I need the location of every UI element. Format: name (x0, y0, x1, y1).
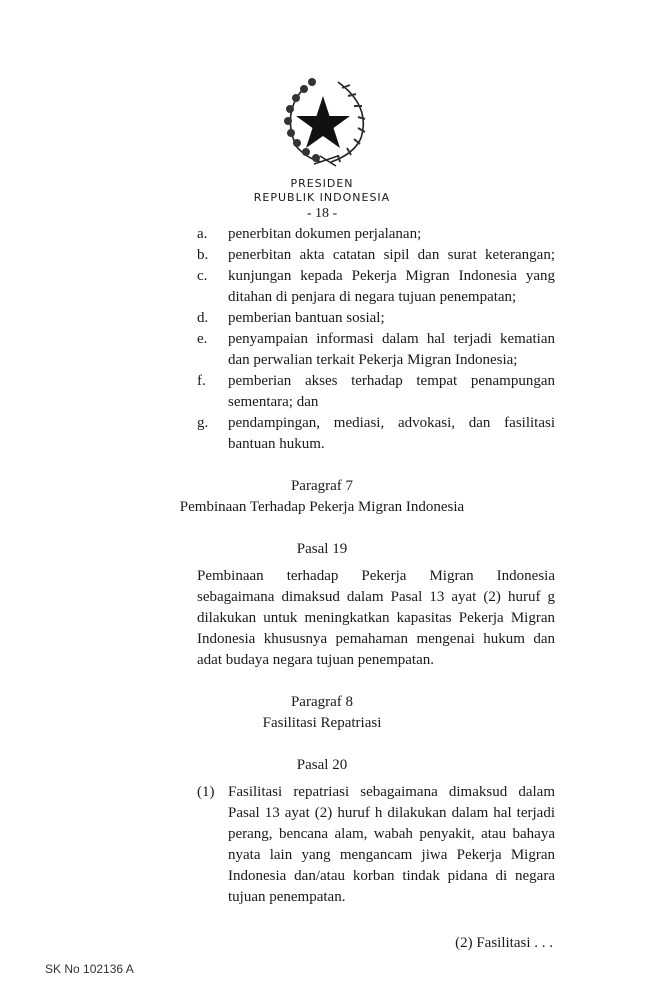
list-label: f. (197, 373, 206, 389)
presidential-emblem-icon (276, 76, 376, 168)
list-label: c. (197, 268, 208, 284)
pasal-19-line: adat budaya negara tujuan penempatan. (197, 652, 434, 668)
pasal-20-title: Pasal 20 (296, 757, 348, 773)
list-text: ditahan di penjara di negara tujuan penempatan; (228, 289, 517, 305)
list-text: kunjungan kepada Pekerja Migran Indonesia yang (228, 268, 555, 284)
paragraf-7-heading: Pembinaan Terhadap Pekerja Migran Indonesia (179, 499, 465, 515)
paragraf-7-title: Paragraf 7 (290, 478, 354, 494)
list-text: bantuan hukum. (228, 436, 325, 452)
pasal-20-line: Fasilitasi repatriasi sebagaimana dimaksud dalam (228, 784, 555, 800)
list-text: pemberian bantuan sosial; (228, 310, 385, 326)
list-text: dan perwalian terkait Pekerja Migran Indonesia; (228, 352, 518, 368)
pasal-19-title: Pasal 19 (296, 541, 348, 557)
pasal-19-line: Indonesia khususnya pemahaman mengenai hukum dan (197, 631, 555, 647)
header-president: PRESIDEN (290, 177, 354, 190)
continuation-marker: (2) Fasilitasi . . . (455, 935, 553, 951)
paragraf-8-title: Paragraf 8 (290, 694, 354, 710)
list-label: g. (197, 415, 209, 431)
paragraf-8-heading: Fasilitasi Repatriasi (262, 715, 382, 731)
list-text: pemberian akses terhadap tempat penampungan (228, 373, 555, 389)
pasal-20-line: nyata lain yang mengancam jiwa Pekerja Migran (228, 847, 555, 863)
list-label: d. (197, 310, 209, 326)
page-number: - 18 - (306, 206, 338, 221)
list-label: a. (197, 226, 208, 242)
list-text: sementara; dan (228, 394, 319, 410)
list-label: b. (197, 247, 209, 263)
pasal-20-line: perang, bencana alam, wabah penyakit, atau bahaya (228, 826, 555, 842)
list-text: pendampingan, mediasi, advokasi, dan fasilitasi (228, 415, 555, 431)
pasal-20-line: tujuan penempatan. (228, 889, 346, 905)
list-text: penyampaian informasi dalam hal terjadi kematian (228, 331, 555, 347)
footer-code: SK No 102136 A (45, 962, 134, 976)
list-label: e. (197, 331, 208, 347)
list-text: penerbitan dokumen perjalanan; (228, 226, 422, 242)
pasal-19-line: sebagaimana dimaksud dalam Pasal 13 ayat (2) huruf g (197, 589, 555, 605)
header-republic: REPUBLIK INDONESIA (253, 191, 391, 204)
pasal-19-line: Pembinaan terhadap Pekerja Migran Indonesia (197, 568, 555, 584)
list-text: penerbitan akta catatan sipil dan surat keterangan; (228, 247, 555, 263)
pasal-20-line: Indonesia dan/atau korban tindak pidana di negara (228, 868, 555, 884)
pasal-20-label: (1) (197, 784, 215, 800)
pasal-20-line: Pasal 13 ayat (2) huruf h dilakukan dalam hal terjadi (228, 805, 555, 821)
pasal-19-line: dilakukan untuk meningkatkan kapasitas Pekerja Migran (197, 610, 555, 626)
